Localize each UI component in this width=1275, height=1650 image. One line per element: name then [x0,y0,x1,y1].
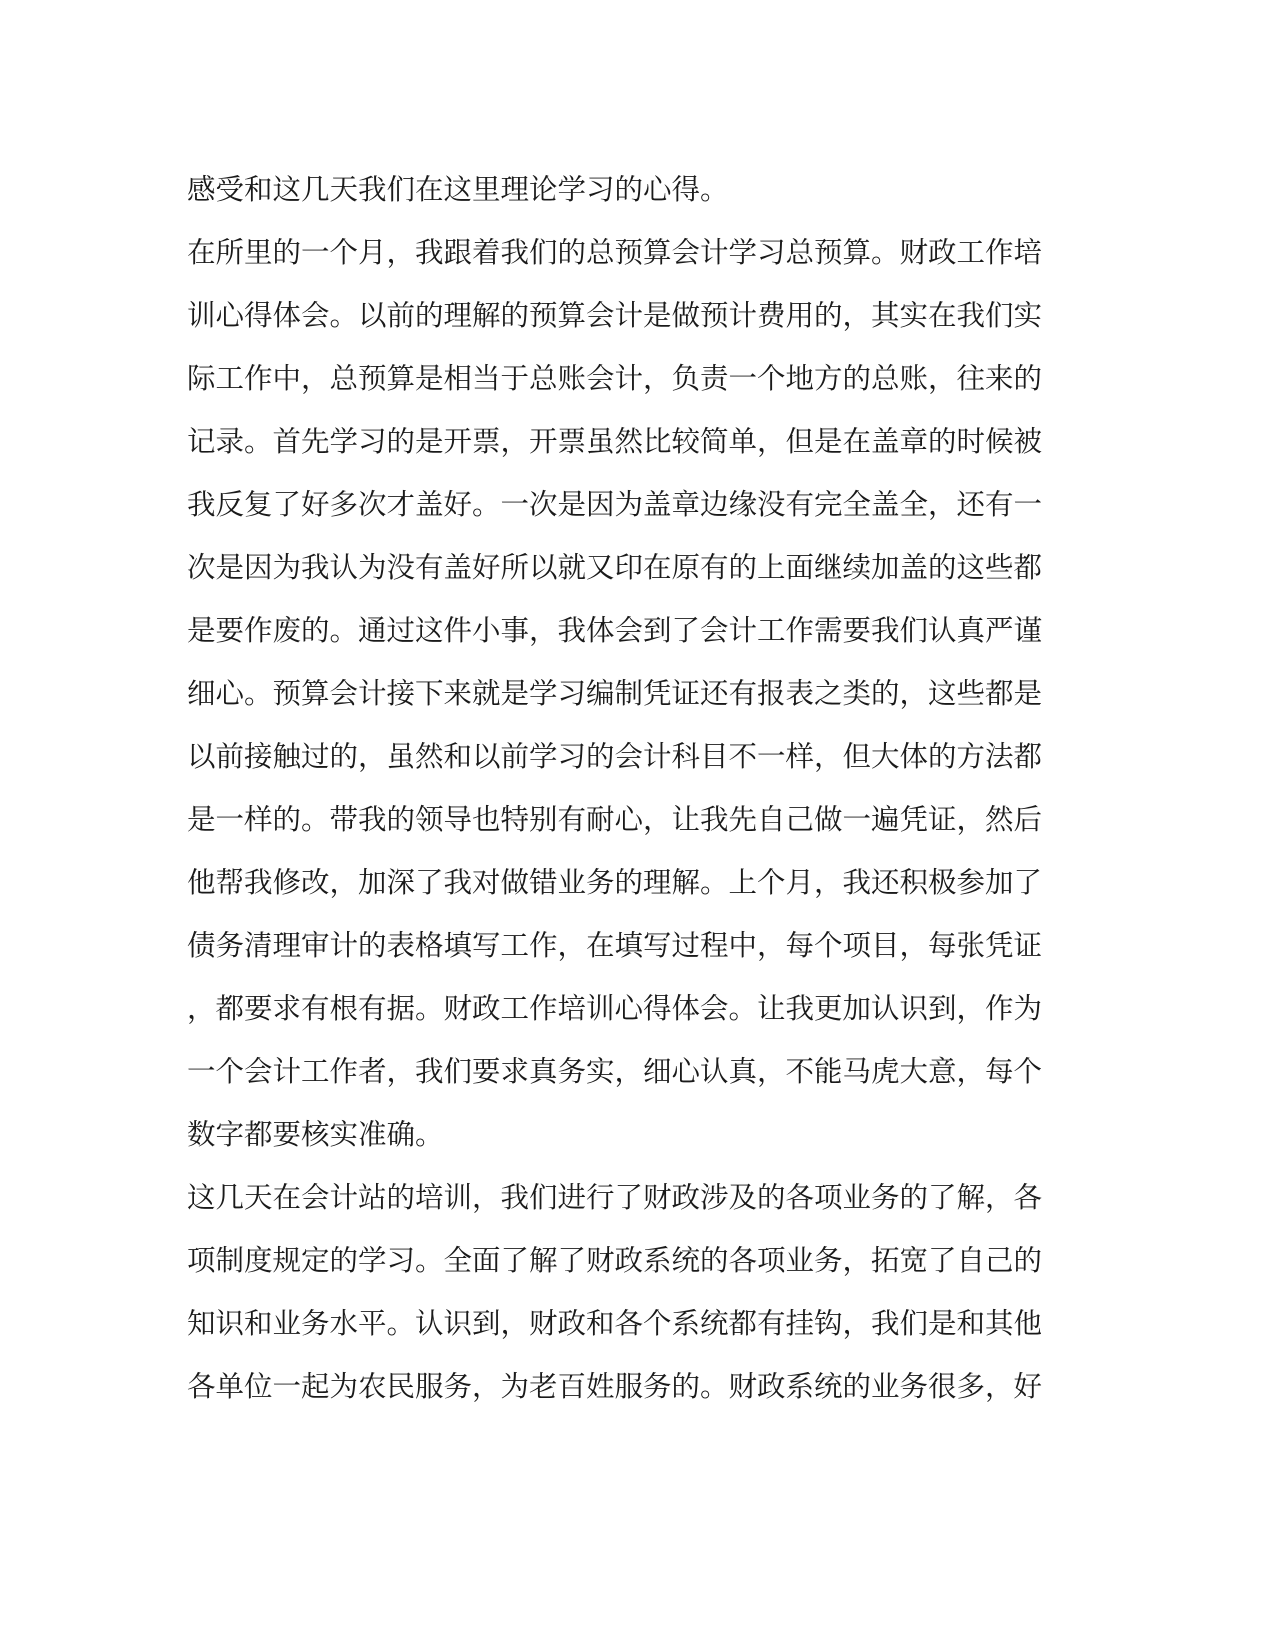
text-line: 记录。首先学习的是开票，开票虽然比较简单，但是在盖章的时候被 [187,425,1043,458]
text-line: 际工作中，总预算是相当于总账会计，负责一个地方的总账，往来的 [187,362,1043,395]
text-line: 各单位一起为农民服务，为老百姓服务的。财政系统的业务很多，好 [187,1370,1043,1403]
text-line: 以前接触过的，虽然和以前学习的会计科目不一样，但大体的方法都 [187,740,1043,773]
text-line: ，都要求有根有据。财政工作培训心得体会。让我更加认识到，作为 [187,992,1043,1025]
text-line: 感受和这几天我们在这里理论学习的心得。 [187,173,729,206]
text-line: 项制度规定的学习。全面了解了财政系统的各项业务，拓宽了自己的 [187,1244,1043,1277]
document-body [187,158,1043,1418]
text-line: 我反复了好多次才盖好。一次是因为盖章边缘没有完全盖全，还有一 [187,488,1043,521]
text-line: 是要作废的。通过这件小事，我体会到了会计工作需要我们认真严谨 [187,614,1043,647]
text-line: 数字都要核实准确。 [187,1118,444,1151]
text-line: 一个会计工作者，我们要求真务实，细心认真，不能马虎大意，每个 [187,1055,1043,1088]
text-line: 知识和业务水平。认识到，财政和各个系统都有挂钩，我们是和其他 [187,1307,1043,1340]
text-line: 债务清理审计的表格填写工作，在填写过程中，每个项目，每张凭证 [187,929,1043,962]
paragraph-3 [187,1166,1043,1418]
text-line: 他帮我修改，加深了我对做错业务的理解。上个月，我还积极参加了 [187,866,1043,899]
text-line: 细心。预算会计接下来就是学习编制凭证还有报表之类的，这些都是 [187,677,1043,710]
text-line: 在所里的一个月，我跟着我们的总预算会计学习总预算。财政工作培 [187,236,1043,269]
text-line: 训心得体会。以前的理解的预算会计是做预计费用的，其实在我们实 [187,299,1043,332]
paragraph-2 [187,221,1043,1166]
paragraph-1 [187,158,1027,221]
text-line: 是一样的。带我的领导也特别有耐心，让我先自己做一遍凭证，然后 [187,803,1043,836]
text-line: 次是因为我认为没有盖好所以就又印在原有的上面继续加盖的这些都 [187,551,1043,584]
text-line: 这几天在会计站的培训，我们进行了财政涉及的各项业务的了解，各 [187,1181,1043,1214]
